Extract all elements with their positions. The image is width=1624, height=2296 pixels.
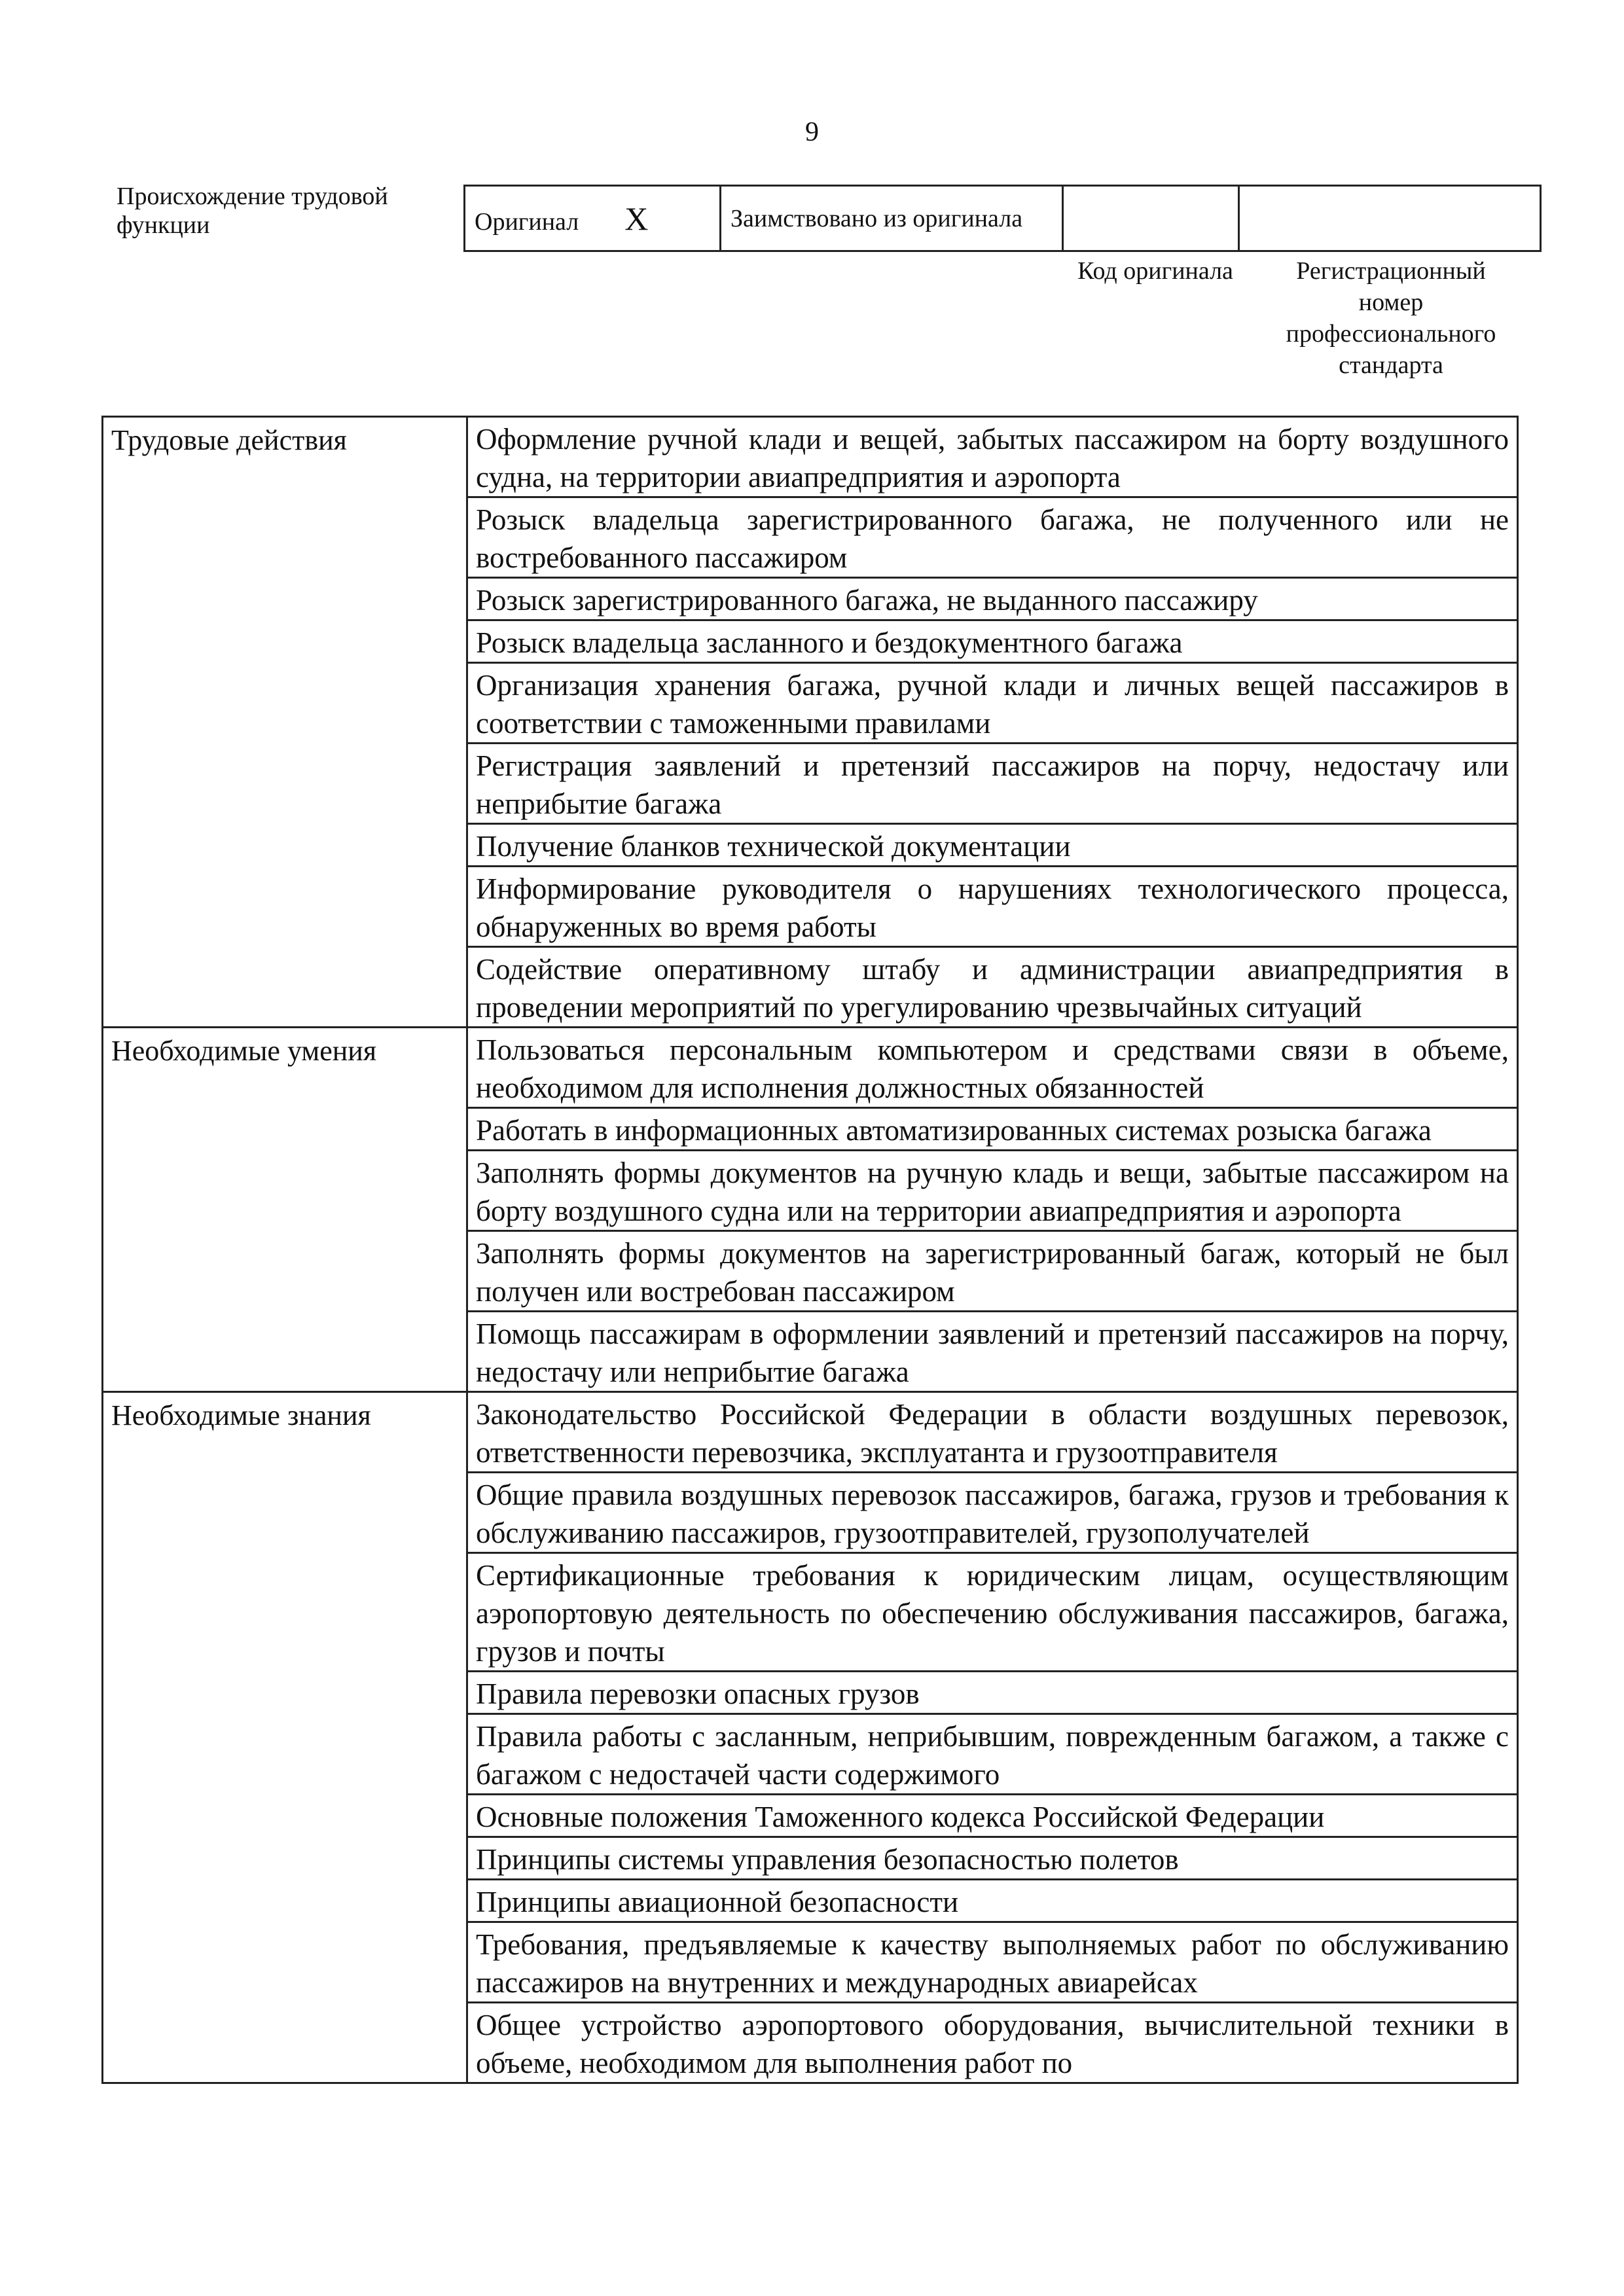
table-row	[103, 417, 1518, 497]
section-item: Заполнять формы документов на зарегистрированный багаж, который не был получен или востребован пассажиром	[467, 1231, 1518, 1312]
original-cell	[465, 186, 721, 251]
section-item: Помощь пассажирам в оформлении заявлений и претензий пассажиров на порчу, недостачу или неприбытие багажа	[467, 1312, 1518, 1392]
section-title: Необходимые знания	[103, 1392, 467, 2083]
section-item: Содействие оперативному штабу и администрации авиапредприятия в проведении мероприятий по урегулированию чрезвычайных ситуаций	[467, 947, 1518, 1028]
section-item: Пользоваться персональным компьютером и средствами связи в объеме, необходимом для исполнения должностных обязанностей	[467, 1028, 1518, 1108]
table-row	[103, 1028, 1518, 1108]
page-number: 9	[805, 117, 819, 147]
section-item: Получение бланков технической документации	[467, 824, 1518, 867]
section-item: Принципы авиационной безопасности	[467, 1880, 1518, 1922]
section-item: Правила работы с засланным, неприбывшим, поврежденным багажом, а также с багажом с недостачей части содержимого	[467, 1714, 1518, 1795]
section-item: Законодательство Российской Федерации в области воздушных перевозок, ответственности перевозчика, эксплуатанта и грузоотправителя	[467, 1392, 1518, 1473]
section-item: Сертификационные требования к юридическим лицам, осуществляющим аэропортовую деятельность по обеспечению обслуживания пассажиров, багажа, грузов и почты	[467, 1553, 1518, 1672]
section-item: Розыск владельца засланного и бездокументного багажа	[467, 620, 1518, 663]
section-item: Основные положения Таможенного кодекса Российской Федерации	[467, 1795, 1518, 1837]
section-title: Необходимые умения	[103, 1028, 467, 1392]
section-item: Организация хранения багажа, ручной клади и личных вещей пассажиров в соответствии с таможенными правилами	[467, 663, 1518, 744]
section-title: Трудовые действия	[103, 417, 467, 1028]
section-item: Информирование руководителя о нарушениях технологического процесса, обнаруженных во время работы	[467, 867, 1518, 947]
origin-label: Происхождение трудовой функции	[117, 183, 388, 239]
original-label: Оригинал	[475, 207, 579, 236]
section-item: Оформление ручной клади и вещей, забытых пассажиром на борту воздушного судна, на территории авиапредприятия и аэропорта	[467, 417, 1518, 497]
section-item: Общее устройство аэропортового оборудования, вычислительной техники в объеме, необходимом для выполнения работ по	[467, 2003, 1518, 2083]
section-item: Регистрация заявлений и претензий пассажиров на порчу, недостачу или неприбытие багажа	[467, 744, 1518, 824]
borrowed-cell: Заимствовано из оригинала	[721, 186, 1063, 251]
section-item: Розыск владельца зарегистрированного багажа, не полученного или не востребованного пассажиром	[467, 497, 1518, 578]
original-mark: X	[624, 200, 649, 237]
table-row	[103, 1392, 1518, 1473]
origin-table	[463, 185, 1542, 252]
section-item: Принципы системы управления безопасностью полетов	[467, 1837, 1518, 1880]
registration-caption: Регистрационный номер профессионального стандарта	[1286, 257, 1496, 379]
code-caption: Код оригинала	[1077, 257, 1233, 285]
section-item: Общие правила воздушных перевозок пассажиров, багажа, грузов и требования к обслуживанию пассажиров, грузоотправителей, грузополучателей	[467, 1473, 1518, 1553]
section-item: Заполнять формы документов на ручную кладь и вещи, забытые пассажиром на борту воздушного судна или на территории авиапредприятия и аэропорта	[467, 1151, 1518, 1231]
original-code-cell	[1063, 186, 1239, 251]
section-item: Розыск зарегистрированного багажа, не выданного пассажиру	[467, 578, 1518, 620]
section-item: Требования, предъявляемые к качеству выполняемых работ по обслуживанию пассажиров на внутренних и международных авиарейсах	[467, 1922, 1518, 2003]
section-item: Работать в информационных автоматизированных системах розыска багажа	[467, 1108, 1518, 1151]
function-details-table	[101, 416, 1519, 2084]
section-item: Правила перевозки опасных грузов	[467, 1672, 1518, 1714]
registration-number-cell	[1239, 186, 1541, 251]
